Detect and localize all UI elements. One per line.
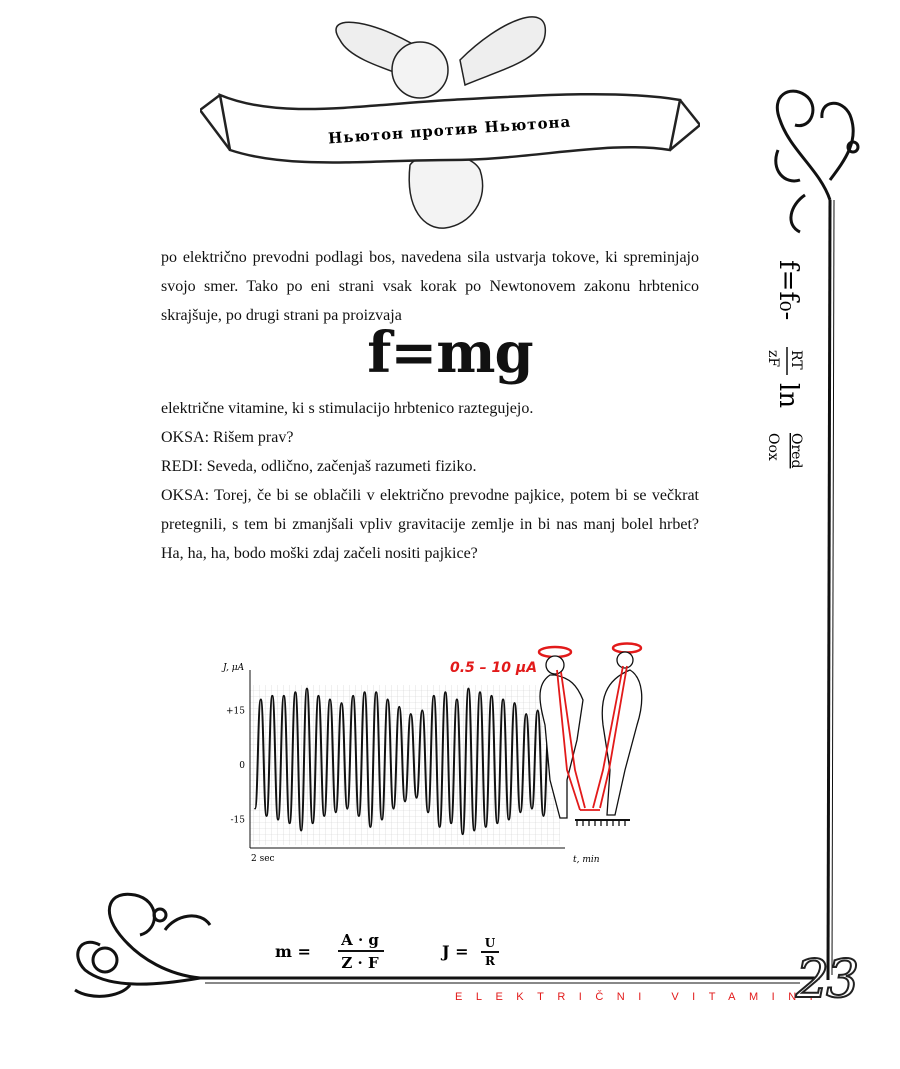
signal-point	[416, 797, 418, 799]
signal-point	[514, 702, 516, 704]
dialogue-redi: REDI: Seveda, odlično, začenjaš razumeti fiziko.	[161, 458, 477, 475]
signal-point	[323, 815, 325, 817]
side-formula-frac-top: RT	[788, 350, 804, 370]
signal-point	[352, 695, 354, 697]
signal-point	[398, 706, 400, 708]
formula-current-denominator: R	[485, 954, 495, 968]
signal-point	[479, 691, 481, 693]
signal-point	[266, 815, 268, 817]
signal-point	[468, 688, 470, 690]
signal-point	[387, 699, 389, 701]
header-banner-illustration	[200, 0, 700, 235]
current-range-annotation: 0.5 – 10 μA	[450, 660, 538, 676]
signal-point	[254, 808, 256, 810]
bottom-formulas	[270, 925, 530, 975]
signal-point	[473, 830, 475, 832]
y-tick-label: -15	[230, 815, 245, 826]
signal-point	[335, 811, 337, 813]
signal-point	[370, 826, 372, 828]
signal-point	[427, 811, 429, 813]
signal-point	[531, 808, 533, 810]
dialogue-oksa-2: OKSA: Torej, če bi se oblačili v električno prevodne pajkice, potem bi se večkrat pretegnili, s tem bi zmanjšali vpliv gravitacije zemlje in bi nas manj bolel hrbet? Ha, ha, ha, bodo moški zdaj začeli nositi pajkice?	[161, 487, 699, 562]
signal-point	[393, 808, 395, 810]
signal-point	[502, 699, 504, 701]
y-tick-label: +15	[226, 706, 245, 717]
signal-point	[462, 833, 464, 835]
x-start-label: 2 sec	[251, 854, 275, 864]
side-formula-frac2-bottom: Oox	[765, 433, 781, 461]
signal-point	[381, 819, 383, 821]
signal-point	[520, 811, 522, 813]
formula-mass-denominator: Z · F	[341, 954, 379, 972]
bottom-left-flourish-icon	[75, 894, 210, 996]
signal-point	[306, 688, 308, 690]
dialogue-oksa-1: OKSA: Rišem prav?	[161, 429, 294, 446]
signal-point	[404, 801, 406, 803]
signal-point	[312, 822, 314, 824]
signal-point	[283, 695, 285, 697]
body-paragraph-2: električne vitamine, ki s stimulacijo hrbtenico raztegujejo.	[161, 400, 534, 417]
body-paragraph-1: po električno prevodni podlagi bos, navedena sila ustvarja tokove, ki spreminjajo svojo smer. Tako po eni strani vsak korak po Newtonovem zakonu hrbtenico skrajšuje, po drugi strani pa proizvaja	[161, 249, 699, 324]
side-formula-frac2-top: Ored	[788, 433, 804, 469]
signal-point	[295, 691, 297, 693]
signal-point	[260, 699, 262, 701]
signal-point	[347, 808, 349, 810]
signal-point	[439, 826, 441, 828]
side-formula-ln: ln	[773, 383, 803, 409]
formula-mass-numerator: A · g	[341, 931, 379, 949]
signal-point	[456, 699, 458, 701]
signal-point	[445, 691, 447, 693]
signal-point	[485, 826, 487, 828]
footer-section-label: ELEKTRIČNI VITAMINI	[455, 991, 827, 1003]
signal-point	[525, 713, 527, 715]
signal-point	[341, 702, 343, 704]
signal-point	[329, 699, 331, 701]
signal-point	[358, 815, 360, 817]
formula-current-lhs: J =	[442, 942, 469, 961]
signal-point	[497, 822, 499, 824]
signal-point	[300, 830, 302, 832]
y-axis-label: J, μA	[223, 663, 245, 673]
signal-point	[422, 710, 424, 712]
signal-point	[433, 695, 435, 697]
human-figures-illustration	[539, 644, 642, 827]
signal-point	[289, 822, 291, 824]
side-formula	[765, 255, 820, 525]
current-chart	[205, 630, 645, 880]
signal-point	[375, 691, 377, 693]
page-number: 23	[796, 950, 857, 1010]
side-formula-frac-bottom: zF	[765, 350, 781, 368]
signal-point	[272, 695, 274, 697]
signal-point	[491, 695, 493, 697]
banner-title: Ньютон против Ньютона	[327, 112, 572, 148]
formula-mass-lhs: m =	[275, 942, 311, 961]
y-tick-label: 0	[239, 761, 245, 771]
signal-point	[450, 822, 452, 824]
top-right-flourish-icon	[776, 91, 858, 232]
formula-current-numerator: U	[484, 936, 496, 950]
signal-point	[318, 695, 320, 697]
signal-point	[537, 710, 539, 712]
signal-point	[508, 819, 510, 821]
signal-point	[410, 713, 412, 715]
signal-point	[364, 691, 366, 693]
x-axis-label: t, min	[573, 855, 600, 865]
signal-point	[277, 819, 279, 821]
side-formula-main: f=f₀-	[773, 260, 803, 321]
main-formula: f=mg	[367, 320, 533, 386]
signal-point	[543, 815, 545, 817]
